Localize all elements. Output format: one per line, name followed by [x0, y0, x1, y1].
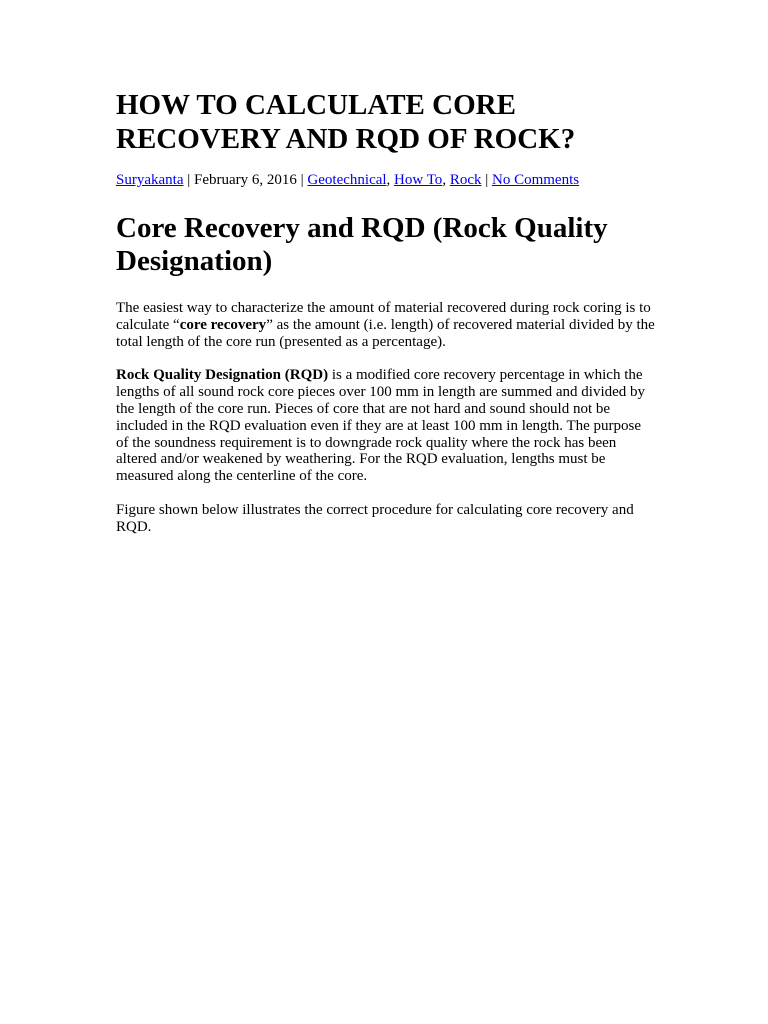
article-meta	[116, 171, 656, 190]
post-date: February 6, 2016	[194, 172, 297, 188]
category-link-geotechnical[interactable]: Geotechnical	[307, 172, 387, 188]
paragraph-text: ” as the amount (i.e. length) of recovered material divided by the total length of the core run (presented as a percentage).	[116, 316, 655, 350]
section-heading: Core Recovery and RQD (Rock Quality Designation)	[116, 212, 608, 277]
meta-separator: |	[183, 172, 194, 188]
meta-separator: |	[296, 172, 308, 188]
category-comma: ,	[386, 172, 395, 188]
category-link-rock[interactable]: Rock	[449, 172, 482, 188]
article-title: HOW TO CALCULATE CORE RECOVERY AND RQD OF ROCK?	[116, 89, 576, 155]
author-link[interactable]: Suryakanta	[116, 172, 184, 188]
paragraph-text: is a modified core recovery percentage in which the lengths of all sound rock core pieces over 100 mm in length are summed and divided by the length of the core run. Pieces of core that are not hard and sound should not be included in the RQD evaluation even if they are at least 100 mm in length. The purpose of the soundness requirement is to downgrade rock quality where the rock has been altered and/or weakened by weathering. For the RQD evaluation, lengths must be measured along the centerline of the core.	[116, 367, 646, 485]
paragraph-core-recovery	[116, 300, 656, 350]
category-link-how-to[interactable]: How To	[394, 172, 443, 188]
bold-term-rqd: Rock Quality Designation (RQD)	[116, 367, 329, 384]
meta-separator: |	[481, 172, 492, 188]
paragraph-text: The easiest way to characterize the amount of material recovered during rock coring is to calculate “	[116, 300, 651, 333]
comments-link[interactable]: No Comments	[492, 172, 580, 188]
category-comma: ,	[442, 172, 450, 188]
article	[116, 88, 656, 536]
bold-term-core-recovery: core recovery	[179, 316, 267, 333]
paragraph-figure-intro: Figure shown below illustrates the correct procedure for calculating core recovery and RQD.	[116, 501, 634, 535]
paragraph-rqd	[116, 367, 656, 485]
